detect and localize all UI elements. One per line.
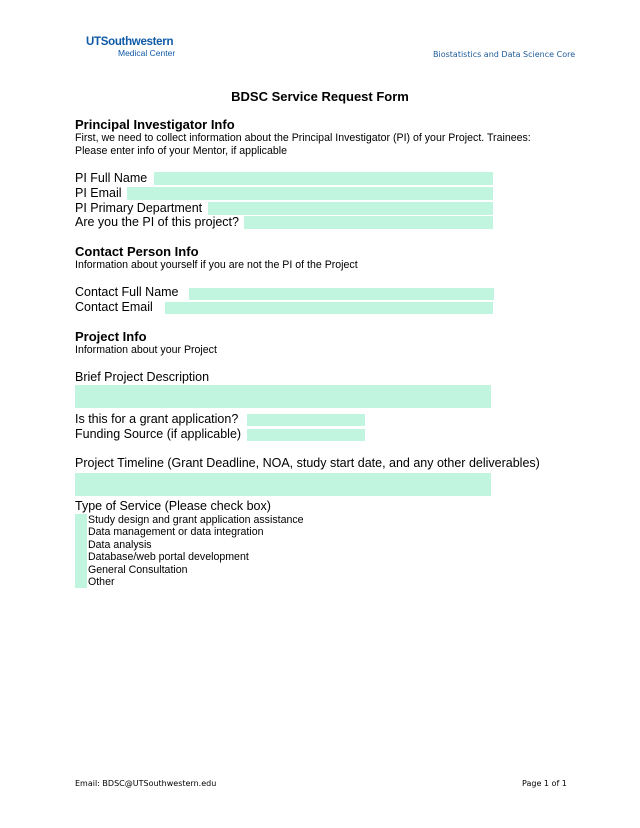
grant-application-label: Is this for a grant application?	[75, 412, 239, 426]
is-pi-label: Are you the PI of this project?	[75, 215, 239, 229]
service-checkbox-study-design[interactable]	[75, 514, 87, 526]
contact-email-label: Contact Email	[75, 300, 153, 314]
logo-southwestern-text: Southwestern	[100, 36, 174, 48]
pi-section-heading: Principal Investigator Info	[75, 117, 235, 132]
pi-section-desc-1: First, we need to collect information about the Principal Investigator (PI) of your Project. Trainees:	[75, 132, 531, 144]
pi-section-desc-2: Please enter info of your Mentor, if applicable	[75, 145, 287, 157]
service-option-data-analysis: Data analysis	[88, 538, 152, 551]
pi-email-label: PI Email	[75, 186, 122, 200]
contact-email-field[interactable]	[165, 302, 493, 314]
service-type-label: Type of Service (Please check box)	[75, 499, 271, 513]
project-description-label: Brief Project Description	[75, 370, 210, 384]
logo-ut-text: UT	[86, 36, 101, 48]
pi-department-label: PI Primary Department	[75, 201, 203, 215]
service-option-other: Other	[88, 576, 115, 588]
form-title: BDSC Service Request Form	[231, 89, 409, 104]
service-option-data-management: Data management or data integration	[88, 526, 264, 539]
grant-application-field[interactable]	[247, 414, 365, 426]
service-option-database-web: Database/web portal development	[88, 551, 249, 564]
service-checkbox-database-web[interactable]	[75, 551, 87, 563]
contact-section-heading: Contact Person Info	[75, 244, 199, 259]
project-timeline-label: Project Timeline (Grant Deadline, NOA, study start date, and any other deliverables)	[75, 456, 540, 470]
service-checkbox-data-management[interactable]	[75, 526, 87, 538]
pi-full-name-field[interactable]	[154, 172, 493, 185]
footer-page-number: Page 1 of 1	[522, 779, 567, 788]
service-option-general-consultation: General Consultation	[88, 563, 188, 576]
pi-department-field[interactable]	[208, 202, 493, 215]
funding-source-label: Funding Source (if applicable)	[75, 427, 242, 441]
pi-email-field[interactable]	[127, 187, 493, 200]
service-option-study-design: Study design and grant application assistance	[88, 514, 304, 526]
service-checkbox-other[interactable]	[75, 576, 87, 588]
is-pi-field[interactable]	[244, 216, 493, 229]
department-header: Biostatistics and Data Science Core	[433, 50, 576, 59]
project-section-desc: Information about your Project	[75, 344, 217, 356]
service-checkbox-general-consultation[interactable]	[75, 564, 87, 576]
footer-email: Email: BDSC@UTSouthwestern.edu	[75, 779, 217, 788]
pi-full-name-label: PI Full Name	[75, 171, 148, 185]
project-description-field[interactable]	[75, 385, 491, 408]
contact-full-name-field[interactable]	[189, 288, 494, 300]
project-timeline-field[interactable]	[75, 473, 491, 496]
utsw-logo	[86, 36, 173, 48]
project-section-heading: Project Info	[75, 329, 147, 344]
logo-medical-center: Medical Center	[118, 48, 176, 58]
service-checkbox-data-analysis[interactable]	[75, 539, 87, 551]
contact-full-name-label: Contact Full Name	[75, 285, 179, 299]
funding-source-field[interactable]	[247, 429, 365, 441]
contact-section-desc: Information about yourself if you are not the PI of the Project	[75, 259, 358, 271]
